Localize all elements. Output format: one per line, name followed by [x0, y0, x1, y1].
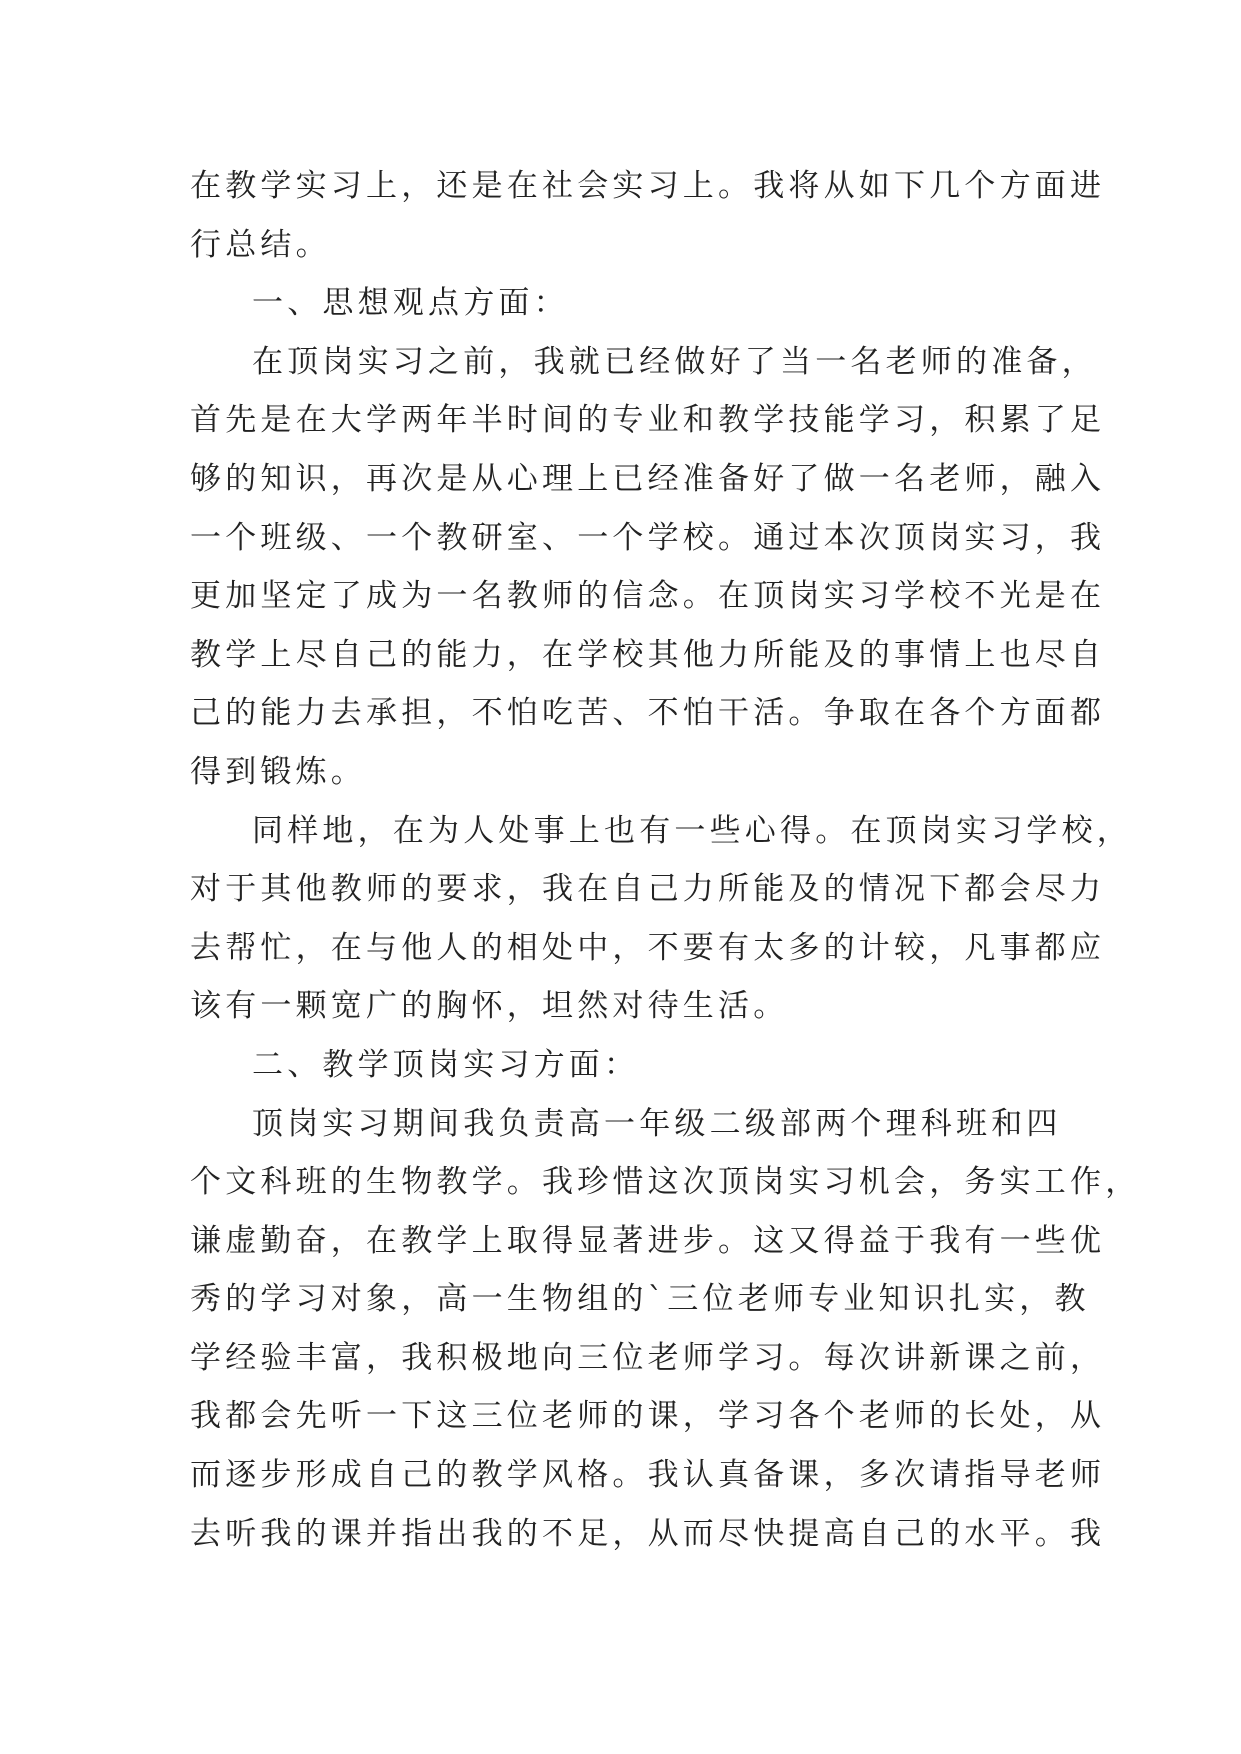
text-line-23: 而逐步形成自己的教学风格。我认真备课，多次请指导老师: [190, 1457, 1106, 1494]
text-line-13: 对于其他教师的要求，我在自己力所能及的情况下都会尽力: [190, 871, 1106, 908]
text-line-24: 去听我的课并指出我的不足，从而尽快提高自己的水平。我: [190, 1515, 1106, 1552]
text-line-22: 我都会先听一下这三位老师的课，学习各个老师的长处，从: [190, 1398, 1106, 1435]
text-line-15: 该有一颗宽广的胸怀，坦然对待生活。: [190, 988, 789, 1025]
text-line-10: 己的能力去承担，不怕吃苦、不怕干活。争取在各个方面都: [190, 695, 1106, 732]
text-line-8: 更加坚定了成为一名教师的信念。在顶岗实习学校不光是在: [190, 578, 1106, 615]
text-line-1: 在教学实习上，还是在社会实习上。我将从如下几个方面进: [190, 168, 1106, 204]
text-line-6: 够的知识，再次是从心理上已经准备好了做一名老师，融入: [190, 460, 1106, 497]
text-line-2: 行总结。: [190, 226, 331, 263]
text-line-14: 去帮忙，在与他人的相处中，不要有太多的计较，凡事都应: [190, 929, 1106, 966]
text-line-21: 学经验丰富，我积极地向三位老师学习。每次讲新课之前，: [190, 1339, 1106, 1376]
text-line-19: 谦虚勤奋，在教学上取得显著进步。这又得益于我有一些优: [190, 1222, 1106, 1259]
text-line-18: 个文科班的生物教学。我珍惜这次顶岗实习机会，务实工作，: [190, 1164, 1141, 1201]
section-heading-1: 一、思想观点方面：: [252, 285, 569, 322]
text-line-20: 秀的学习对象，高一生物组的`三位老师专业知识扎实，教: [190, 1281, 1090, 1318]
text-line-4: 在顶岗实习之前，我就已经做好了当一名老师的准备，: [252, 343, 1097, 380]
text-line-11: 得到锻炼。: [190, 753, 366, 790]
text-line-17: 顶岗实习期间我负责高一年级二级部两个理科班和四: [252, 1105, 1062, 1142]
text-line-9: 教学上尽自己的能力，在学校其他力所能及的事情上也尽自: [190, 636, 1106, 673]
text-line-5: 首先是在大学两年半时间的专业和教学技能学习，积累了足: [190, 402, 1106, 439]
text-line-12: 同样地，在为人处事上也有一些心得。在顶岗实习学校，: [252, 812, 1132, 849]
document-body: [190, 157, 1141, 1563]
section-heading-2: 二、教学顶岗实习方面：: [252, 1046, 640, 1083]
text-line-7: 一个班级、一个教研室、一个学校。通过本次顶岗实习，我: [190, 519, 1106, 556]
